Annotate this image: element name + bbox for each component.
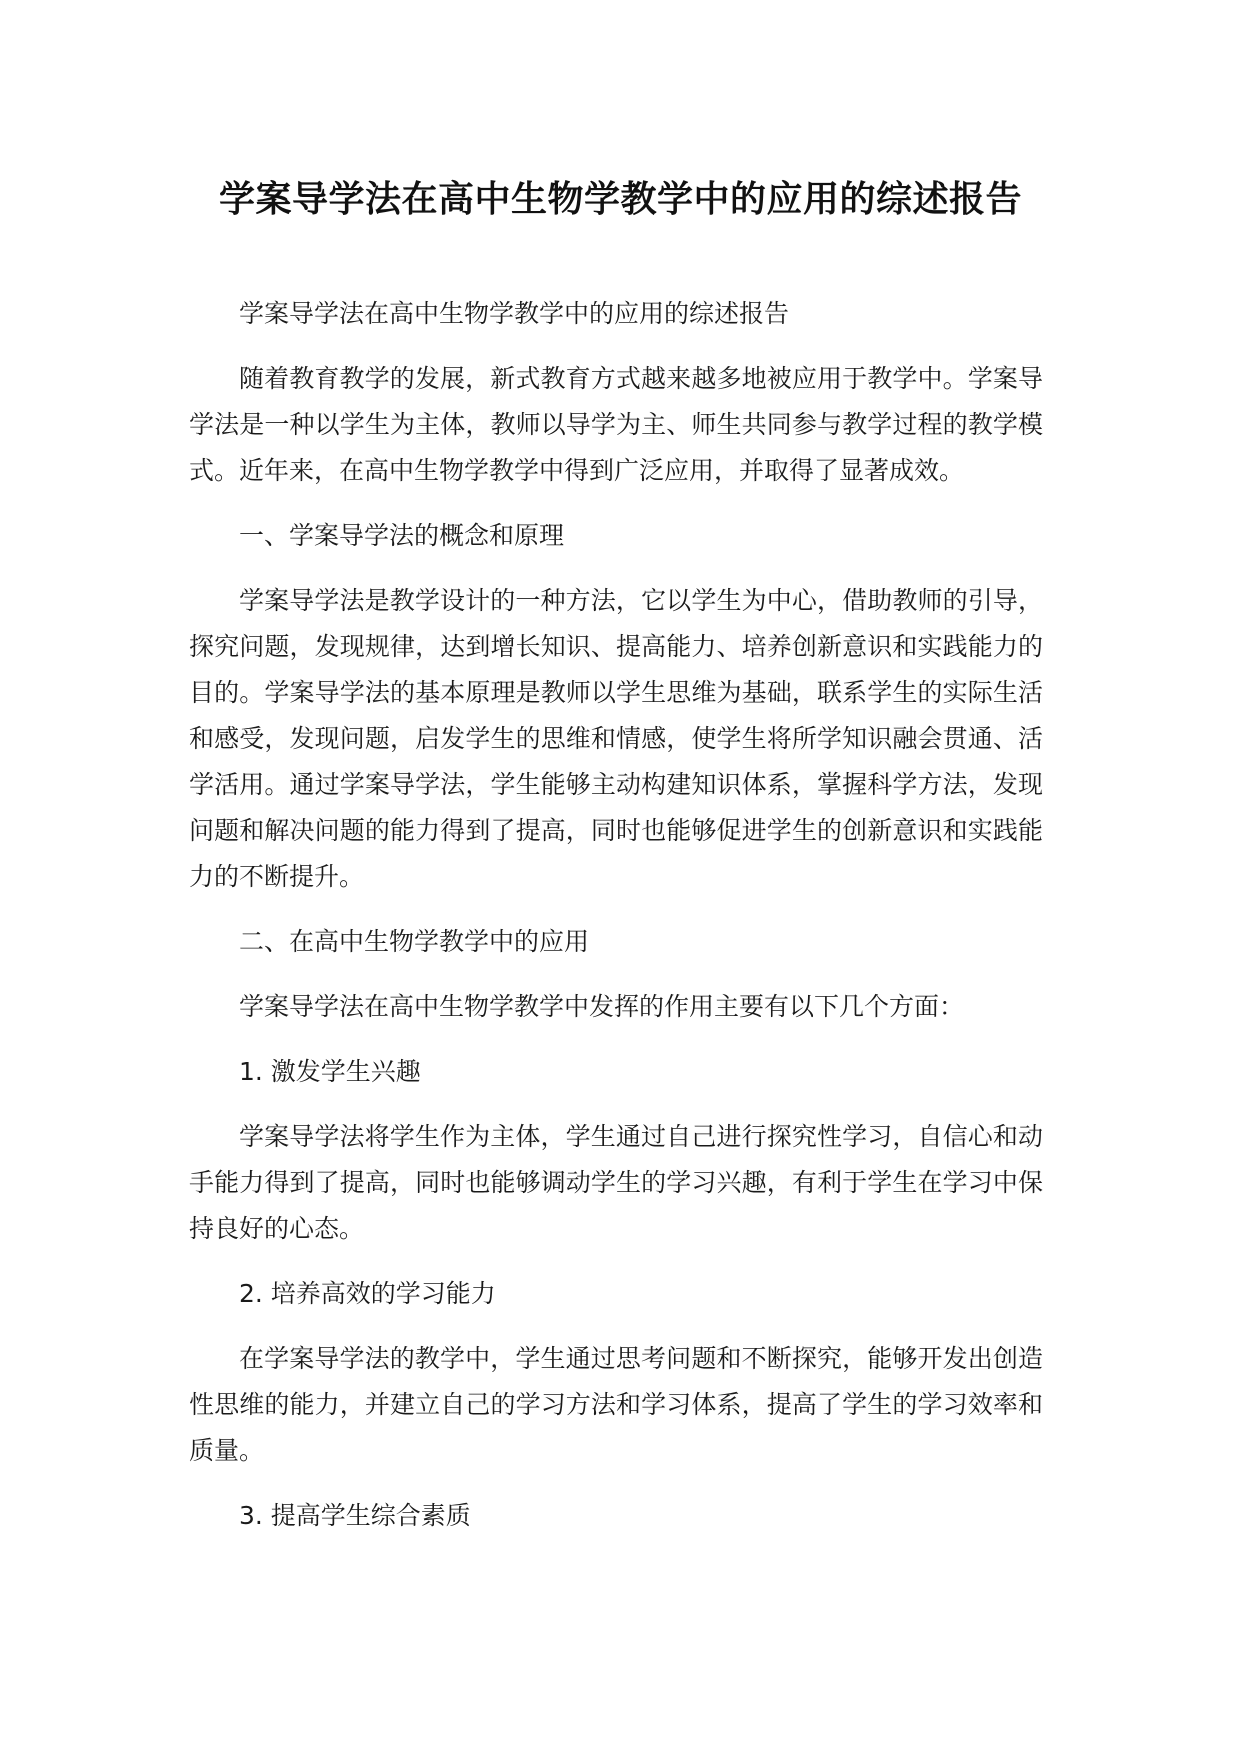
paragraph-intro: 随着教育教学的发展，新式教育方式越来越多地被应用于教学中。学案导学法是一种以学生为主体，教师以导学为主、师生共同参与教学过程的教学模式。近年来，在高中生物学教学中得到广泛应用，并取得了显著成效。: [189, 364, 1043, 485]
list-heading-3: 3. 提高学生综合素质: [239, 1501, 471, 1530]
paragraph-concept: 学案导学法是教学设计的一种方法，它以学生为中心，借助教师的引导，探究问题，发现规律，达到增长知识、提高能力、培养创新意识和实践能力的目的。学案导学法的基本原理是教师以学生思维为基础，联系学生的实际生活和感受，发现问题，启发学生的思维和情感，使学生将所学知识融会贯通、活学活用。通过学案导学法，学生能够主动构建知识体系，掌握科学方法，发现问题和解决问题的能力得到了提高，同时也能够促进学生的创新意识和实践能力的不断提升。: [189, 586, 1043, 891]
paragraph-subtitle: 学案导学法在高中生物学教学中的应用的综述报告: [239, 299, 790, 328]
list-heading-1: 1. 激发学生兴趣: [239, 1057, 421, 1086]
list-heading-2: 2. 培养高效的学习能力: [239, 1279, 496, 1308]
section-heading-1: 一、学案导学法的概念和原理: [239, 521, 565, 550]
document-title: 学案导学法在高中生物学教学中的应用的综述报告: [218, 179, 1022, 220]
paragraph-interest: 学案导学法将学生作为主体，学生通过自己进行探究性学习，自信心和动手能力得到了提高，同时也能够调动学生的学习兴趣，有利于学生在学习中保持良好的心态。: [189, 1122, 1043, 1243]
section-heading-2: 二、在高中生物学教学中的应用: [239, 927, 590, 956]
paragraph-learning-ability: 在学案导学法的教学中，学生通过思考问题和不断探究，能够开发出创造性思维的能力，并建立自己的学习方法和学习体系，提高了学生的学习效率和质量。: [189, 1344, 1043, 1465]
document-body: [189, 291, 1043, 1558]
paragraph-application-intro: 学案导学法在高中生物学教学中发挥的作用主要有以下几个方面：: [239, 992, 965, 1021]
